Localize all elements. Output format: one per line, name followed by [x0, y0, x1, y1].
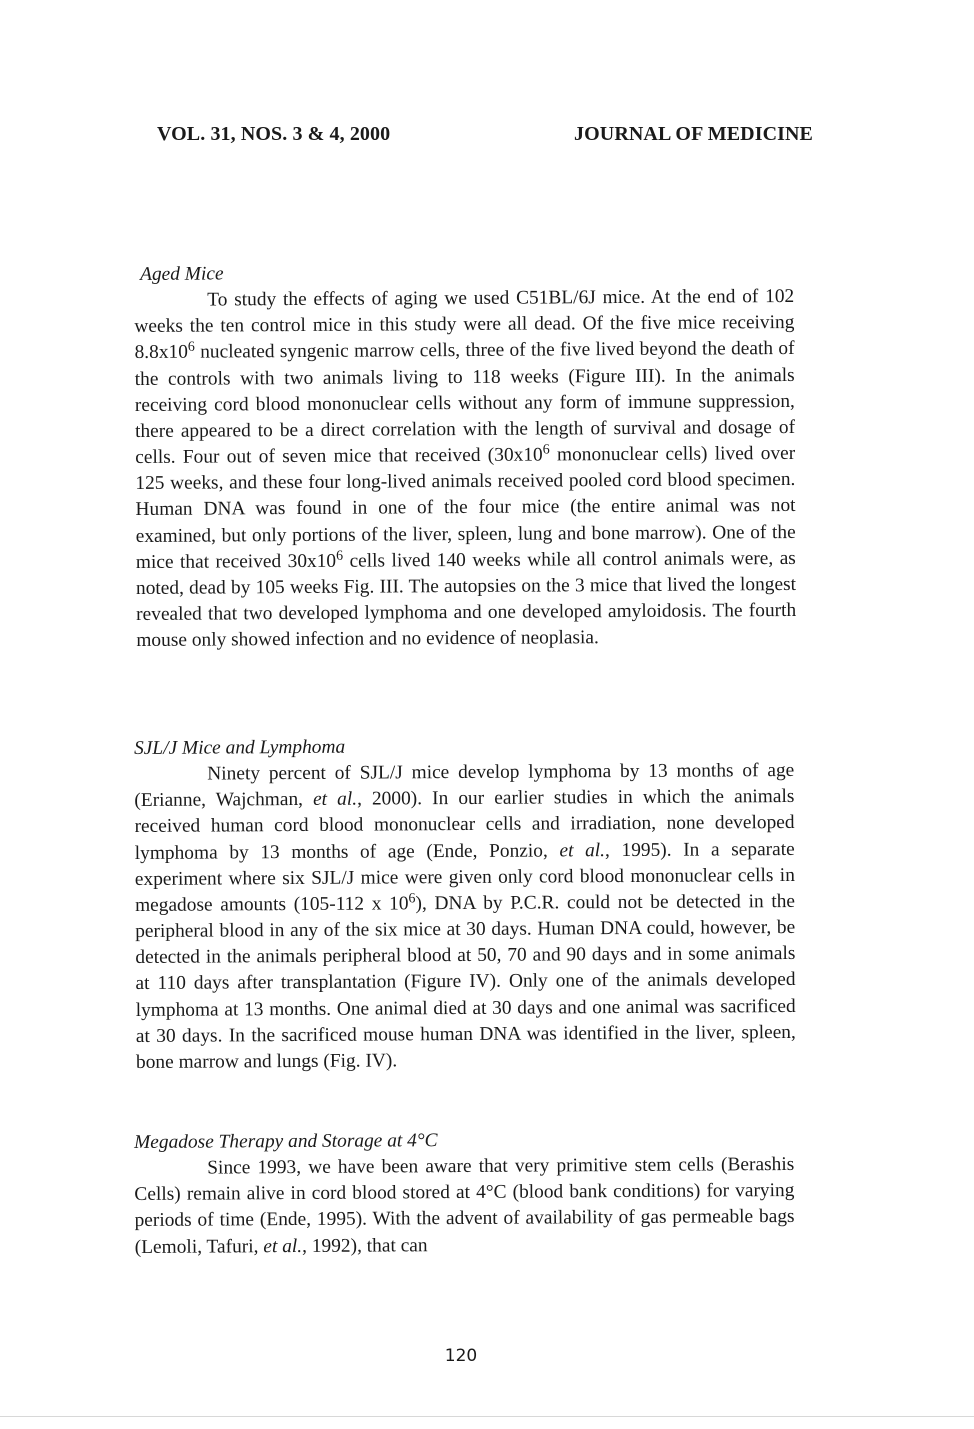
paragraph [134, 1152, 795, 1261]
section-heading: Megadose Therapy and Storage at 4°C [134, 1130, 438, 1153]
text-run: Ninety percent of SJL/J mice develop lymphoma by 13 months of age (Erianne, Wajchman, [134, 760, 795, 812]
superscript: 6 [187, 340, 195, 356]
superscript: 6 [542, 442, 550, 458]
page-number [0, 1346, 974, 1366]
text-run: ), DNA by P.C.R. could not be detected in the peripheral blood in any of the six mice at 30 days. Human DNA could, however, be detected in the animals peripheral blood at 50, 70 and 90 days and in some animals at 110 days after transplantation (Figure IV). Only one of the animals developed lymphoma at 13 months. One animal died at 30 days and one animal was sacrificed at 30 days. In the sacrificed mouse human DNA was identified in the liver, spleen, bone marrow and lungs (Fig. IV). [135, 890, 796, 1073]
text-run: Since 1993, we have been aware that very primitive stem cells (Berashis Cells) remain alive in cord blood stored at 4°C (blood bank conditions) for varying periods of time (Ende, 1995). With the advent of availability of gas permeable bags (Lemoli, Tafuri, [134, 1154, 795, 1258]
section-megadose-therapy [134, 1126, 795, 1261]
text-run: , 1992), that can [302, 1234, 428, 1257]
italic-run: et al. [263, 1235, 303, 1257]
text-run: cells lived 140 weeks while all control animals were, as noted, dead by 105 weeks Fig. III. The autopsies on the 3 mice that lived the longest revealed that two developed lymphoma and one developed amyloidosis. The fourth mouse only showed infection and no evidence of neoplasia. [135, 547, 797, 652]
italic-run: et al. [312, 788, 358, 811]
section-sjlj-mice-lymphoma [134, 732, 796, 1076]
text-run: , 1995). In a separate experiment where six SJL/J mice were given only cord blood mononuclear cells in megadose amounts (105-112 x 10 [134, 838, 795, 916]
paragraph [134, 284, 796, 654]
superscript: 6 [408, 891, 416, 907]
scan-edge-line [0, 1416, 974, 1417]
paragraph [134, 758, 796, 1076]
page-number-text: 120 [444, 1346, 478, 1366]
journal-title: JOURNAL OF MEDICINE [574, 123, 813, 145]
volume-info: VOL. 31, NOS. 3 & 4, 2000 [157, 123, 391, 145]
superscript: 6 [336, 548, 344, 564]
section-heading: SJL/J Mice and Lymphoma [134, 736, 346, 759]
text-run: nucleated syngenic marrow cells, three of the five lived beyond the death of the controls with two animals living to 118 weeks (Figure III). In the animals receiving cord blood mononuclear cells without any form of immune suppression, there appeared to be a direct correlation with the length of survival and dosage of cells. Four out of seven mice that received (30x10 [134, 338, 796, 469]
section-aged-mice [134, 258, 796, 654]
section-heading: Aged Mice [140, 263, 224, 285]
text-run: , 2000). In our earlier studies in which the animals received human cord blood mononuclear cells and irradiation, none developed lymphoma by 13 months of age (Ende, Ponzio, [134, 786, 795, 864]
italic-run: et al. [559, 839, 606, 862]
text-run: mononuclear cells) lived over 125 weeks, and these four long-lived animals received pooled cord blood specimen. Human DNA was found in one of the four mice (the entire animal was not examined, but only portions of the liver, spleen, lung and bone marrow). One of the mice that received 30x10 [135, 443, 796, 573]
text-run: To study the effects of aging we used C51BL/6J mice. At the end of 102 weeks the ten control mice in this study were all dead. Of the five mice receiving 8.8x10 [134, 286, 795, 364]
